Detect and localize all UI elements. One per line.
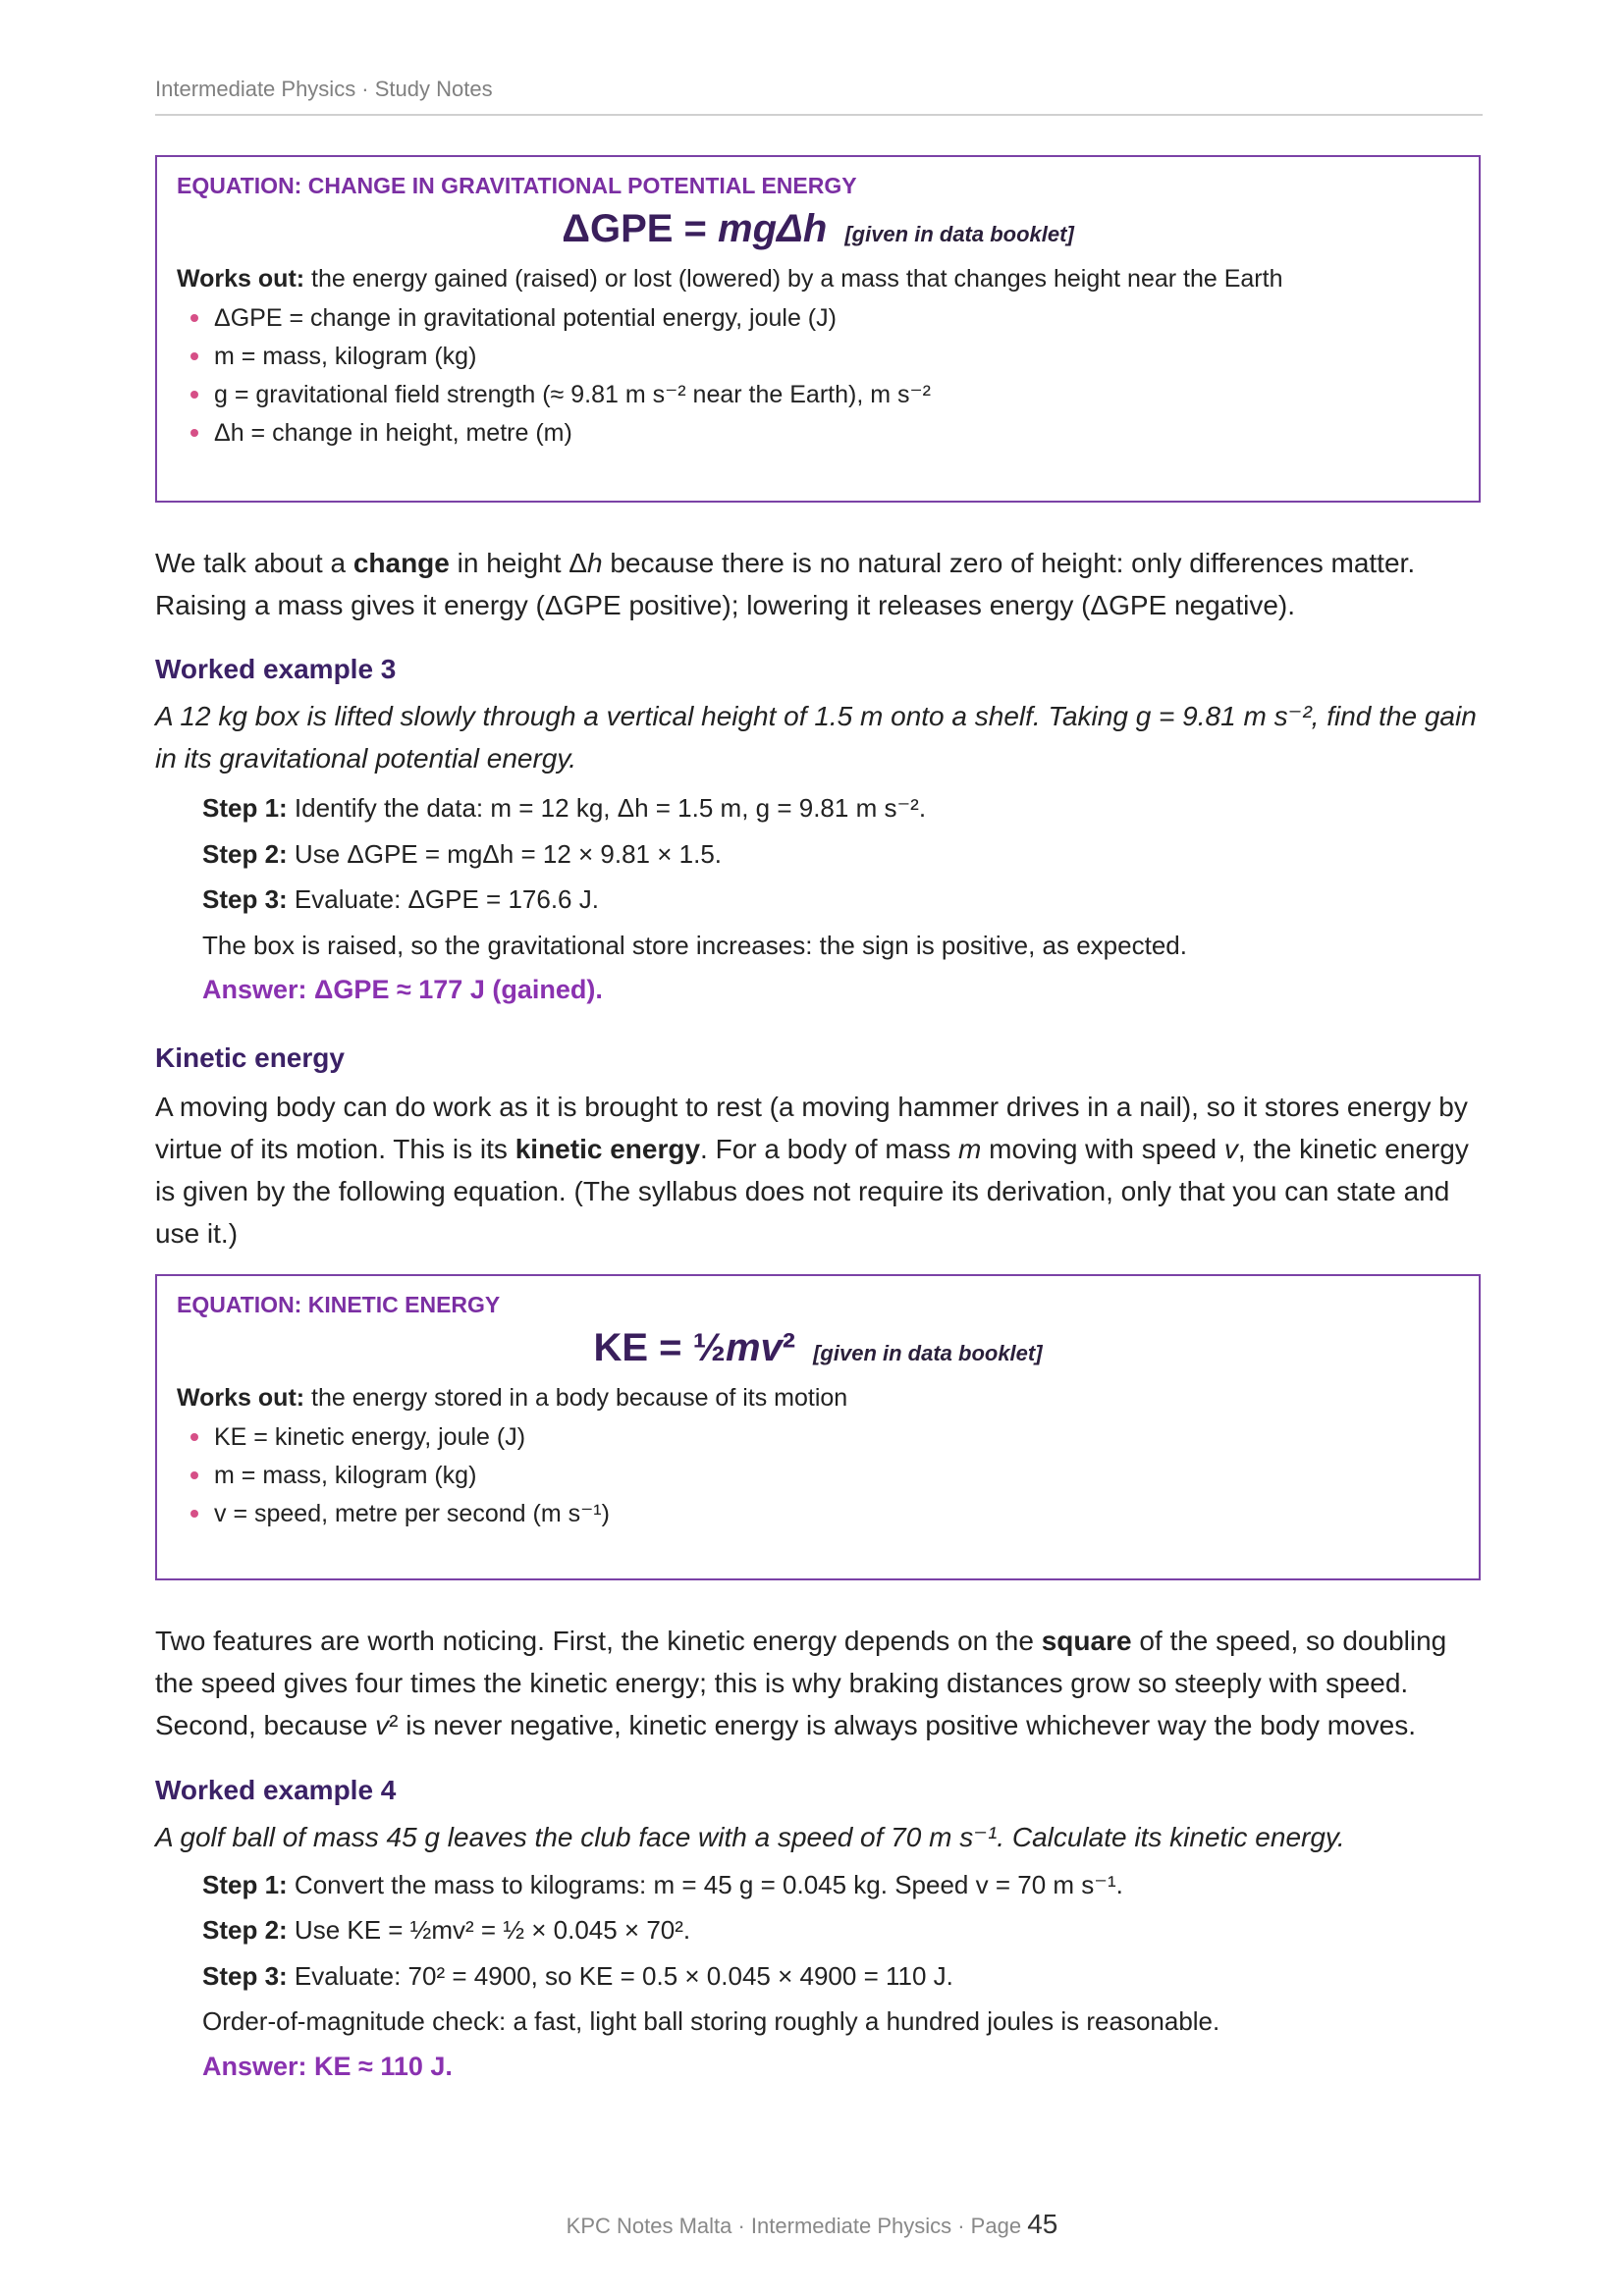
step-text: Convert the mass to kilograms: m = 45 g = 0.045 kg. Speed v = 70 m s⁻¹. bbox=[287, 1870, 1123, 1899]
variable-item: ΔGPE = change in gravitational potential energy, joule (J) bbox=[190, 299, 1459, 338]
equation-heading: EQUATION: KINETIC ENERGY bbox=[177, 1292, 501, 1317]
worked-example-4-problem: A golf ball of mass 45 g leaves the club face with a speed of 70 m s⁻¹. Calculate its kinetic energy. bbox=[155, 1822, 1345, 1852]
equation-rhs: mgΔh bbox=[718, 207, 828, 250]
step-text: Use ΔGPE = mgΔh = 12 × 9.81 × 1.5. bbox=[287, 839, 723, 869]
variable-item: g = gravitational field strength (≈ 9.81 m s⁻² near the Earth), m s⁻² bbox=[190, 376, 1459, 414]
variable-list bbox=[177, 1418, 1459, 1533]
step-3 bbox=[202, 1958, 1479, 1994]
worked-example-3-problem: A 12 kg box is lifted slowly through a vertical height of 1.5 m onto a shelf. Taking g = 9.81 m s⁻², find the gain in its gravitational potential energy. bbox=[155, 701, 1477, 774]
step-2 bbox=[202, 836, 1479, 872]
equation-lhs: KE = ½ bbox=[593, 1326, 726, 1369]
text-run: We talk about a bbox=[155, 548, 353, 578]
kinetic-energy-heading: Kinetic energy bbox=[155, 1042, 345, 1073]
italic-text: v bbox=[375, 1710, 390, 1740]
works-out-line bbox=[177, 1384, 1459, 1413]
text-run: A moving body can do work as it is brought to rest (a moving hammer drives in a nail), so it stores energy by virtue of its motion. This is its bbox=[155, 1092, 1468, 1164]
paragraph-kinetic-energy bbox=[155, 1086, 1483, 1255]
text-run: moving with speed bbox=[981, 1134, 1224, 1164]
equation-line bbox=[177, 1326, 1459, 1370]
equation-heading: EQUATION: CHANGE IN GRAVITATIONAL POTENTIAL ENERGY bbox=[177, 173, 857, 198]
works-out-text: the energy gained (raised) or lost (lowered) by a mass that changes height near the Earth bbox=[304, 265, 1283, 293]
equation-formula bbox=[562, 207, 827, 250]
text-run: of the speed, so doubling the speed gives four times the kinetic energy; this is why braking distances grow so steeply with speed. Second, because bbox=[155, 1626, 1447, 1740]
step-1 bbox=[202, 1867, 1479, 1902]
variable-item: KE = kinetic energy, joule (J) bbox=[190, 1418, 1459, 1457]
italic-text: v bbox=[1223, 1134, 1238, 1164]
equation-line bbox=[177, 207, 1459, 251]
step-label: Step 2: bbox=[202, 1915, 288, 1945]
worked-example-3-title: Worked example 3 bbox=[155, 654, 397, 684]
step-text: Evaluate: ΔGPE = 176.6 J. bbox=[287, 884, 599, 914]
works-out-line bbox=[177, 265, 1459, 294]
step-label: Step 1: bbox=[202, 1870, 288, 1899]
equation-box-ke bbox=[155, 1274, 1481, 1580]
worked-example-4-title: Worked example 4 bbox=[155, 1775, 397, 1805]
equation-box-gpe bbox=[155, 155, 1481, 503]
equation-formula bbox=[593, 1326, 795, 1369]
works-out-label: Works out: bbox=[177, 1384, 305, 1412]
answer: Answer: KE ≈ 110 J. bbox=[202, 2052, 453, 2081]
step-label: Step 1: bbox=[202, 793, 288, 823]
text-run: because there is no natural zero of height: only differences matter. Raising a mass gives it energy (ΔGPE positive); lowering it releases energy (ΔGPE negative). bbox=[155, 548, 1416, 620]
step-label: Step 2: bbox=[202, 839, 288, 869]
italic-text: h bbox=[586, 548, 603, 578]
works-out-text: the energy stored in a body because of its motion bbox=[304, 1384, 848, 1412]
text-run: in height Δ bbox=[449, 548, 587, 578]
footer-text: KPC Notes Malta · Intermediate Physics · Page bbox=[566, 2214, 1028, 2238]
variable-list bbox=[177, 299, 1459, 453]
paragraph-change-in-height bbox=[155, 542, 1483, 626]
answer: Answer: ΔGPE ≈ 177 J (gained). bbox=[202, 975, 603, 1004]
equation-rhs: mv bbox=[725, 1326, 783, 1369]
step-text: Use KE = ½mv² = ½ × 0.045 × 70². bbox=[287, 1915, 691, 1945]
bold-text: square bbox=[1041, 1626, 1132, 1656]
example-comment: Order-of-magnitude check: a fast, light ball storing roughly a hundred joules is reasonable. bbox=[202, 2006, 1220, 2036]
equation-superscript: ² bbox=[782, 1326, 796, 1369]
text-run: , the kinetic energy is given by the following equation. (The syllabus does not require its derivation, only that you can state and use it.) bbox=[155, 1134, 1469, 1249]
page-number: 45 bbox=[1027, 2209, 1058, 2239]
text-run: ² is never negative, kinetic energy is always positive whichever way the body moves. bbox=[389, 1710, 1416, 1740]
equation-lhs: ΔGPE = bbox=[562, 207, 719, 250]
variable-item: m = mass, kilogram (kg) bbox=[190, 338, 1459, 376]
italic-text: m bbox=[958, 1134, 982, 1164]
running-header: Intermediate Physics · Study Notes bbox=[155, 77, 1483, 116]
step-text: Evaluate: 70² = 4900, so KE = 0.5 × 0.045 × 4900 = 110 J. bbox=[287, 1961, 953, 1991]
text-run: Two features are worth noticing. First, the kinetic energy depends on the bbox=[155, 1626, 1042, 1656]
step-text: Identify the data: m = 12 kg, Δh = 1.5 m, g = 9.81 m s⁻². bbox=[287, 793, 927, 823]
paragraph-two-features bbox=[155, 1620, 1483, 1746]
text-run: . For a body of mass bbox=[700, 1134, 959, 1164]
bold-text: kinetic energy bbox=[514, 1134, 701, 1164]
step-1 bbox=[202, 790, 1479, 826]
variable-item: m = mass, kilogram (kg) bbox=[190, 1457, 1459, 1495]
booklet-note: [given in data booklet] bbox=[844, 222, 1074, 246]
example-comment: The box is raised, so the gravitational store increases: the sign is positive, as expected. bbox=[202, 931, 1187, 960]
variable-item: Δh = change in height, metre (m) bbox=[190, 414, 1459, 453]
variable-item: v = speed, metre per second (m s⁻¹) bbox=[190, 1495, 1459, 1533]
step-2 bbox=[202, 1912, 1479, 1948]
step-label: Step 3: bbox=[202, 1961, 288, 1991]
step-3 bbox=[202, 881, 1479, 917]
step-label: Step 3: bbox=[202, 884, 288, 914]
bold-text: change bbox=[352, 548, 450, 578]
booklet-note: [given in data booklet] bbox=[813, 1341, 1043, 1365]
page-footer bbox=[0, 2209, 1624, 2240]
works-out-label: Works out: bbox=[177, 265, 305, 293]
